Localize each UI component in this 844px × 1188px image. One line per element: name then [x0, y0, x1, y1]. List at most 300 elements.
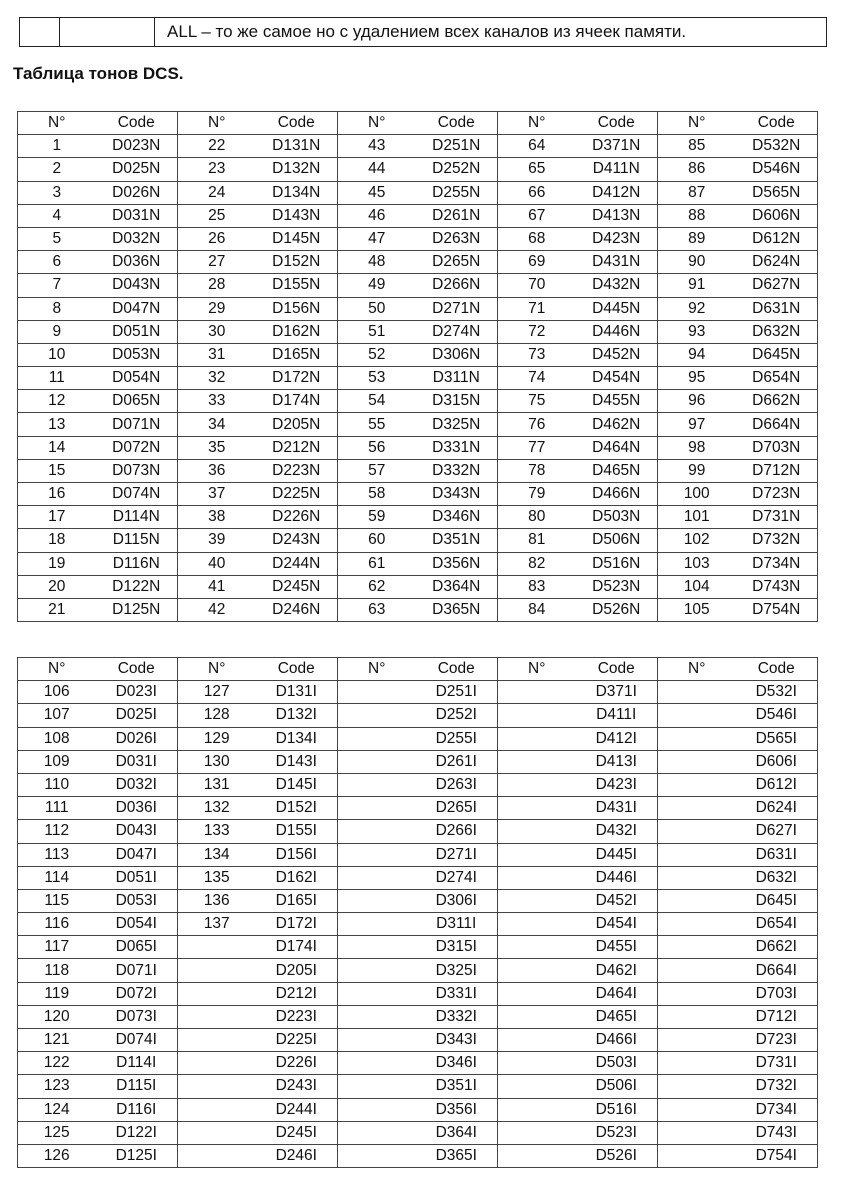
table-row	[18, 866, 818, 889]
tone-code: D364I	[416, 1121, 498, 1144]
tone-code: D743I	[736, 1121, 818, 1144]
tone-number: 3	[18, 181, 96, 204]
tone-code: D155I	[256, 820, 338, 843]
tone-number: 91	[658, 274, 736, 297]
tone-code: D071N	[96, 413, 178, 436]
tone-code: D246I	[256, 1144, 338, 1167]
tone-code: D261N	[416, 204, 498, 227]
column-header-code: Code	[96, 658, 178, 681]
tone-code: D346I	[416, 1052, 498, 1075]
tone-number	[658, 1005, 736, 1028]
tone-code: D632I	[736, 866, 818, 889]
tone-code: D251N	[416, 135, 498, 158]
tone-number	[178, 982, 256, 1005]
table-row	[18, 889, 818, 912]
tone-number: 130	[178, 750, 256, 773]
tone-code: D223N	[256, 459, 338, 482]
tone-code: D632N	[736, 320, 818, 343]
all-description: ALL – то же самое но с удалением всех каналов из ячеек памяти.	[155, 18, 827, 47]
table-row	[20, 18, 827, 47]
tone-code: D143I	[256, 750, 338, 773]
top-row-table	[19, 17, 827, 47]
tone-code: D125I	[96, 1144, 178, 1167]
tone-code: D343N	[416, 483, 498, 506]
tone-number: 97	[658, 413, 736, 436]
tone-code: D165I	[256, 889, 338, 912]
tone-number: 48	[338, 251, 416, 274]
tone-code: D754I	[736, 1144, 818, 1167]
tone-number: 93	[658, 320, 736, 343]
tone-number: 126	[18, 1144, 96, 1167]
tone-number: 10	[18, 343, 96, 366]
tone-number: 72	[498, 320, 576, 343]
tone-number: 131	[178, 773, 256, 796]
tone-number: 1	[18, 135, 96, 158]
tone-number: 13	[18, 413, 96, 436]
tone-number: 19	[18, 552, 96, 575]
tone-number	[338, 843, 416, 866]
tone-number: 71	[498, 297, 576, 320]
tone-number: 85	[658, 135, 736, 158]
tone-number: 102	[658, 529, 736, 552]
tone-number: 30	[178, 320, 256, 343]
tone-number: 57	[338, 459, 416, 482]
tone-number: 98	[658, 436, 736, 459]
table-row	[18, 750, 818, 773]
tone-number: 92	[658, 297, 736, 320]
table-row	[18, 913, 818, 936]
tone-number	[338, 889, 416, 912]
tone-number	[498, 936, 576, 959]
tone-code: D152N	[256, 251, 338, 274]
tone-number: 118	[18, 959, 96, 982]
tone-code: D311N	[416, 367, 498, 390]
tone-code: D131I	[256, 681, 338, 704]
tone-code: D662N	[736, 390, 818, 413]
tone-code: D331I	[416, 982, 498, 1005]
tone-number: 22	[178, 135, 256, 158]
tone-number	[498, 1075, 576, 1098]
column-header-code: Code	[256, 112, 338, 135]
tone-number: 36	[178, 459, 256, 482]
column-header-code: Code	[256, 658, 338, 681]
tone-number: 45	[338, 181, 416, 204]
tone-number: 104	[658, 575, 736, 598]
tone-number	[178, 1005, 256, 1028]
tone-code: D412I	[576, 727, 658, 750]
tone-code: D025N	[96, 158, 178, 181]
tone-number: 23	[178, 158, 256, 181]
tone-code: D172N	[256, 367, 338, 390]
column-header-number: N°	[498, 658, 576, 681]
tone-number	[498, 1029, 576, 1052]
tone-number: 106	[18, 681, 96, 704]
tone-number	[658, 1075, 736, 1098]
tone-number: 101	[658, 506, 736, 529]
tone-number	[338, 982, 416, 1005]
tone-code: D132I	[256, 704, 338, 727]
tone-code: D162N	[256, 320, 338, 343]
tone-number: 100	[658, 483, 736, 506]
tone-number	[498, 1121, 576, 1144]
table-row	[18, 959, 818, 982]
tone-number: 121	[18, 1029, 96, 1052]
tone-code: D134I	[256, 727, 338, 750]
tone-number: 119	[18, 982, 96, 1005]
tone-number: 59	[338, 506, 416, 529]
tone-number: 124	[18, 1098, 96, 1121]
tone-number: 38	[178, 506, 256, 529]
tone-code: D532N	[736, 135, 818, 158]
tone-code: D252N	[416, 158, 498, 181]
tone-number	[498, 1144, 576, 1167]
tone-code: D274N	[416, 320, 498, 343]
tone-code: D703N	[736, 436, 818, 459]
tone-code: D351I	[416, 1075, 498, 1098]
tone-number	[658, 1098, 736, 1121]
tone-code: D452N	[576, 343, 658, 366]
tone-number: 107	[18, 704, 96, 727]
tone-code: D156I	[256, 843, 338, 866]
column-header-number: N°	[18, 658, 96, 681]
table-row	[18, 459, 818, 482]
tone-number	[338, 913, 416, 936]
tone-code: D731N	[736, 506, 818, 529]
tone-number: 25	[178, 204, 256, 227]
table-row	[18, 390, 818, 413]
tone-number	[338, 959, 416, 982]
tone-code: D162I	[256, 866, 338, 889]
tone-number: 128	[178, 704, 256, 727]
tone-code: D271N	[416, 297, 498, 320]
tone-number	[178, 959, 256, 982]
tone-number	[498, 913, 576, 936]
table-row	[18, 367, 818, 390]
tone-number	[498, 750, 576, 773]
tone-number: 5	[18, 227, 96, 250]
tone-code: D331N	[416, 436, 498, 459]
table-row	[18, 552, 818, 575]
tone-code: D565I	[736, 727, 818, 750]
tone-code: D131N	[256, 135, 338, 158]
tone-code: D116I	[96, 1098, 178, 1121]
tone-code: D446I	[576, 866, 658, 889]
table-row	[18, 797, 818, 820]
tone-code: D252I	[416, 704, 498, 727]
tone-code: D631I	[736, 843, 818, 866]
tone-number: 54	[338, 390, 416, 413]
tone-code: D065I	[96, 936, 178, 959]
tone-number: 123	[18, 1075, 96, 1098]
table-row	[18, 598, 818, 621]
tone-code: D627N	[736, 274, 818, 297]
tone-code: D145N	[256, 227, 338, 250]
tone-number	[498, 959, 576, 982]
tone-code: D712I	[736, 1005, 818, 1028]
tone-code: D032N	[96, 227, 178, 250]
tone-number: 17	[18, 506, 96, 529]
tone-code: D624I	[736, 797, 818, 820]
table-row	[18, 529, 818, 552]
tone-code: D245I	[256, 1121, 338, 1144]
tone-number	[178, 1098, 256, 1121]
tone-code: D315N	[416, 390, 498, 413]
tone-number	[338, 727, 416, 750]
tone-code: D306N	[416, 343, 498, 366]
tone-number	[178, 1052, 256, 1075]
tone-number	[338, 773, 416, 796]
tone-code: D054N	[96, 367, 178, 390]
tone-code: D071I	[96, 959, 178, 982]
tone-code: D465I	[576, 1005, 658, 1028]
tone-number: 80	[498, 506, 576, 529]
tone-number: 69	[498, 251, 576, 274]
tone-number	[338, 797, 416, 820]
tone-code: D223I	[256, 1005, 338, 1028]
tone-code: D051I	[96, 866, 178, 889]
tone-code: D754N	[736, 598, 818, 621]
tone-number	[658, 959, 736, 982]
tone-number: 113	[18, 843, 96, 866]
tone-code: D432I	[576, 820, 658, 843]
tone-number: 39	[178, 529, 256, 552]
column-header-code: Code	[576, 112, 658, 135]
tone-code: D265N	[416, 251, 498, 274]
tone-code: D351N	[416, 529, 498, 552]
tone-number	[338, 681, 416, 704]
tone-code: D371N	[576, 135, 658, 158]
tone-code: D546I	[736, 704, 818, 727]
tone-code: D412N	[576, 181, 658, 204]
tone-number: 33	[178, 390, 256, 413]
tone-number: 58	[338, 483, 416, 506]
tone-number	[178, 1144, 256, 1167]
column-header-code: Code	[96, 112, 178, 135]
table-row	[18, 1052, 818, 1075]
tone-code: D043I	[96, 820, 178, 843]
tone-code: D466I	[576, 1029, 658, 1052]
tone-code: D205I	[256, 959, 338, 982]
tone-code: D731I	[736, 1052, 818, 1075]
tone-number: 96	[658, 390, 736, 413]
column-header-number: N°	[658, 112, 736, 135]
tone-number: 88	[658, 204, 736, 227]
tone-code: D026N	[96, 181, 178, 204]
tone-number: 55	[338, 413, 416, 436]
tone-number: 82	[498, 552, 576, 575]
tone-number	[338, 1029, 416, 1052]
tone-number: 108	[18, 727, 96, 750]
tone-number: 40	[178, 552, 256, 575]
tone-number: 87	[658, 181, 736, 204]
tone-number	[498, 843, 576, 866]
tone-code: D431N	[576, 251, 658, 274]
column-header-code: Code	[576, 658, 658, 681]
tone-number	[178, 1075, 256, 1098]
tone-number: 12	[18, 390, 96, 413]
table-row	[18, 343, 818, 366]
tone-code: D271I	[416, 843, 498, 866]
tone-number: 67	[498, 204, 576, 227]
tone-number: 78	[498, 459, 576, 482]
tone-code: D654N	[736, 367, 818, 390]
tone-code: D026I	[96, 727, 178, 750]
tone-number: 127	[178, 681, 256, 704]
tone-code: D274I	[416, 866, 498, 889]
tone-number: 99	[658, 459, 736, 482]
column-header-number: N°	[498, 112, 576, 135]
tone-code: D365I	[416, 1144, 498, 1167]
table-row	[18, 483, 818, 506]
tone-code: D134N	[256, 181, 338, 204]
tone-number: 49	[338, 274, 416, 297]
tone-code: D343I	[416, 1029, 498, 1052]
table-row	[18, 181, 818, 204]
tone-number: 41	[178, 575, 256, 598]
tone-code: D445I	[576, 843, 658, 866]
tone-number: 29	[178, 297, 256, 320]
tone-number: 65	[498, 158, 576, 181]
tone-code: D454I	[576, 913, 658, 936]
tone-number: 34	[178, 413, 256, 436]
table-cell	[60, 18, 155, 47]
tone-number: 89	[658, 227, 736, 250]
tone-number	[338, 1005, 416, 1028]
tone-code: D546N	[736, 158, 818, 181]
table-row	[18, 1144, 818, 1167]
tone-number: 134	[178, 843, 256, 866]
tone-number: 133	[178, 820, 256, 843]
column-header-number: N°	[178, 658, 256, 681]
tone-code: D455I	[576, 936, 658, 959]
tone-number: 8	[18, 297, 96, 320]
tone-number: 114	[18, 866, 96, 889]
tone-number	[658, 704, 736, 727]
tone-code: D122I	[96, 1121, 178, 1144]
tone-code: D723N	[736, 483, 818, 506]
tone-code: D325I	[416, 959, 498, 982]
table-row	[18, 820, 818, 843]
tone-number	[178, 1029, 256, 1052]
tone-code: D413I	[576, 750, 658, 773]
tone-number	[178, 936, 256, 959]
tone-code: D152I	[256, 797, 338, 820]
tone-number: 77	[498, 436, 576, 459]
tone-code: D266I	[416, 820, 498, 843]
tone-code: D445N	[576, 297, 658, 320]
tone-number	[498, 681, 576, 704]
tone-code: D411I	[576, 704, 658, 727]
table-row	[18, 158, 818, 181]
tone-code: D155N	[256, 274, 338, 297]
tone-number: 18	[18, 529, 96, 552]
tone-code: D654I	[736, 913, 818, 936]
tone-code: D712N	[736, 459, 818, 482]
tone-number: 94	[658, 343, 736, 366]
tone-code: D364N	[416, 575, 498, 598]
table-row	[18, 204, 818, 227]
table-row	[18, 1121, 818, 1144]
table-row	[18, 135, 818, 158]
tone-code: D565N	[736, 181, 818, 204]
tone-code: D205N	[256, 413, 338, 436]
column-header-number: N°	[338, 658, 416, 681]
tone-code: D423N	[576, 227, 658, 250]
column-header-code: Code	[736, 658, 818, 681]
tone-number	[498, 1052, 576, 1075]
tone-number	[658, 727, 736, 750]
tone-number	[178, 1121, 256, 1144]
tone-number	[498, 866, 576, 889]
tone-code: D212N	[256, 436, 338, 459]
tone-code: D051N	[96, 320, 178, 343]
tone-number: 74	[498, 367, 576, 390]
tone-code: D263I	[416, 773, 498, 796]
tone-code: D315I	[416, 936, 498, 959]
tone-code: D125N	[96, 598, 178, 621]
tone-code: D246N	[256, 598, 338, 621]
tone-number: 44	[338, 158, 416, 181]
tone-number: 21	[18, 598, 96, 621]
tone-number	[658, 797, 736, 820]
page-heading: Таблица тонов DCS.	[13, 64, 184, 83]
table-row	[18, 1005, 818, 1028]
tone-code: D174I	[256, 936, 338, 959]
tone-code: D132N	[256, 158, 338, 181]
tone-number: 24	[178, 181, 256, 204]
tone-number	[338, 1121, 416, 1144]
tone-number: 15	[18, 459, 96, 482]
tone-code: D226N	[256, 506, 338, 529]
tone-number: 60	[338, 529, 416, 552]
tone-number: 31	[178, 343, 256, 366]
tone-code: D431I	[576, 797, 658, 820]
tone-code: D332I	[416, 1005, 498, 1028]
tone-code: D743N	[736, 575, 818, 598]
tone-number: 56	[338, 436, 416, 459]
tone-code: D356N	[416, 552, 498, 575]
tone-number: 2	[18, 158, 96, 181]
tone-number: 46	[338, 204, 416, 227]
tone-code: D072N	[96, 436, 178, 459]
tone-number: 75	[498, 390, 576, 413]
tone-code: D073I	[96, 1005, 178, 1028]
tone-number	[658, 982, 736, 1005]
table-cell	[20, 18, 60, 47]
tone-number: 37	[178, 483, 256, 506]
tone-code: D251I	[416, 681, 498, 704]
tone-number	[338, 1144, 416, 1167]
tone-number: 32	[178, 367, 256, 390]
tone-number	[658, 866, 736, 889]
tone-code: D732I	[736, 1075, 818, 1098]
tone-code: D465N	[576, 459, 658, 482]
tone-number: 11	[18, 367, 96, 390]
tone-number: 66	[498, 181, 576, 204]
tone-number	[658, 889, 736, 912]
tone-code: D244I	[256, 1098, 338, 1121]
tone-code: D072I	[96, 982, 178, 1005]
tone-code: D156N	[256, 297, 338, 320]
tone-number: 14	[18, 436, 96, 459]
tone-number	[658, 843, 736, 866]
tone-number	[338, 1075, 416, 1098]
tone-number: 68	[498, 227, 576, 250]
tone-code: D462N	[576, 413, 658, 436]
tone-code: D165N	[256, 343, 338, 366]
table-row	[18, 413, 818, 436]
tone-number: 70	[498, 274, 576, 297]
